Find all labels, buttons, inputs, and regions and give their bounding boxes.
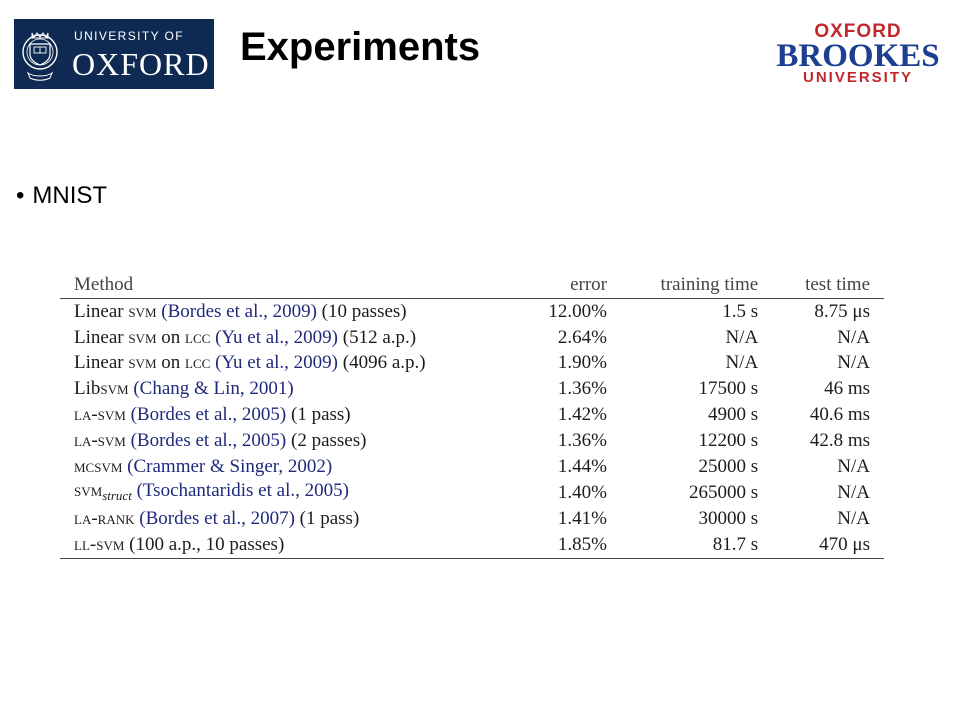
table-row bbox=[60, 532, 884, 558]
table-row bbox=[60, 454, 884, 480]
training-time-cell: N/A bbox=[725, 352, 759, 374]
method-cite: (Bordes et al., 2009) bbox=[161, 300, 317, 322]
test-time-cell: N/A bbox=[837, 455, 870, 477]
method-cell bbox=[60, 507, 517, 533]
method-m2: svm bbox=[128, 352, 157, 374]
test-time-cell: N/A bbox=[837, 482, 870, 504]
method-m2: la-svm bbox=[74, 404, 126, 426]
training-time-cell: 17500 s bbox=[698, 378, 759, 400]
bullet-item bbox=[16, 181, 107, 211]
training-time-cell: 4900 s bbox=[708, 404, 759, 426]
method-cite: (Crammer & Singer, 2002) bbox=[127, 455, 333, 477]
table-row bbox=[60, 325, 884, 351]
method-cell bbox=[60, 428, 517, 454]
method-m3: on bbox=[161, 352, 181, 374]
method-m4: lcc bbox=[185, 326, 211, 348]
column-header-method: Method bbox=[74, 274, 134, 295]
method-subscript: struct bbox=[102, 487, 132, 503]
method-extra: (1 pass) bbox=[299, 508, 360, 530]
test-time-cell: N/A bbox=[837, 326, 870, 348]
test-time-cell: 8.75 μs bbox=[814, 300, 870, 322]
method-cell bbox=[60, 325, 517, 351]
bullet-text: MNIST bbox=[32, 182, 108, 209]
method-m1: Linear bbox=[74, 326, 124, 348]
error-cell: 12.00% bbox=[548, 300, 607, 322]
method-cite: (Bordes et al., 2005) bbox=[130, 404, 287, 426]
table-body bbox=[60, 299, 884, 559]
method-m2: svm bbox=[100, 378, 129, 400]
method-m2: svm bbox=[128, 326, 157, 348]
test-time-cell: N/A bbox=[837, 352, 870, 374]
brookes-logo-line3: UNIVERSITY bbox=[802, 69, 913, 86]
method-extra: (10 passes) bbox=[321, 300, 407, 322]
table-row bbox=[60, 428, 884, 454]
method-cell bbox=[60, 351, 517, 377]
method-cell bbox=[60, 480, 517, 507]
table-header-row bbox=[60, 272, 884, 299]
error-cell: 1.41% bbox=[557, 508, 607, 530]
table-row bbox=[60, 351, 884, 377]
error-cell: 1.42% bbox=[557, 404, 607, 426]
error-cell: 1.85% bbox=[557, 534, 607, 556]
training-time-cell: 81.7 s bbox=[712, 534, 759, 556]
table-row bbox=[60, 299, 884, 325]
method-extra: (512 a.p.) bbox=[342, 326, 417, 348]
column-header-error: error bbox=[570, 274, 607, 295]
error-cell: 1.40% bbox=[557, 482, 607, 504]
method-m2: la-svm bbox=[74, 429, 126, 451]
method-cell bbox=[60, 299, 517, 325]
method-m3: on bbox=[161, 326, 181, 348]
results-table bbox=[60, 272, 884, 559]
method-cell bbox=[60, 454, 517, 480]
test-time-cell: 42.8 ms bbox=[809, 429, 870, 451]
method-m2: mcsvm bbox=[74, 455, 123, 477]
method-m2: ll-svm bbox=[74, 534, 125, 556]
method-cite: (Bordes et al., 2007) bbox=[139, 508, 295, 530]
test-time-cell: N/A bbox=[837, 508, 870, 530]
method-m2: svm bbox=[74, 479, 103, 501]
training-time-cell: 12200 s bbox=[698, 429, 759, 451]
method-cite: (Yu et al., 2009) bbox=[215, 352, 339, 374]
method-cite: (Yu et al., 2009) bbox=[215, 326, 339, 348]
table-row bbox=[60, 507, 884, 533]
oxford-university-logo bbox=[14, 19, 214, 89]
method-extra: (4096 a.p.) bbox=[342, 352, 426, 374]
oxford-logo-line2: OXFORD bbox=[72, 46, 210, 82]
method-cite: (Chang & Lin, 2001) bbox=[133, 378, 294, 400]
oxford-logo-line1: UNIVERSITY OF bbox=[74, 29, 184, 43]
brookes-logo-line2: BROOKES bbox=[776, 38, 940, 74]
test-time-cell: 40.6 ms bbox=[809, 404, 870, 426]
error-cell: 1.90% bbox=[557, 352, 607, 374]
brookes-logo-line1: OXFORD bbox=[814, 21, 902, 42]
test-time-cell: 46 ms bbox=[824, 378, 870, 400]
error-cell: 1.44% bbox=[557, 455, 607, 477]
test-time-cell: 470 μs bbox=[819, 534, 870, 556]
training-time-cell: 265000 s bbox=[689, 482, 759, 504]
method-extra: (100 a.p., 10 passes) bbox=[129, 534, 285, 556]
column-header-training-time: training time bbox=[660, 274, 759, 295]
oxford-crest-icon bbox=[20, 25, 60, 83]
error-cell: 1.36% bbox=[557, 429, 607, 451]
method-m4: lcc bbox=[185, 352, 211, 374]
table-row bbox=[60, 376, 884, 402]
training-time-cell: N/A bbox=[725, 326, 759, 348]
method-m1: Linear bbox=[74, 300, 124, 322]
method-m1: Linear bbox=[74, 352, 124, 374]
error-cell: 1.36% bbox=[557, 378, 607, 400]
method-cite: (Bordes et al., 2005) bbox=[130, 429, 287, 451]
method-m1: Lib bbox=[74, 378, 101, 400]
table-row bbox=[60, 402, 884, 428]
column-header-test-time: test time bbox=[805, 274, 870, 295]
method-subscript-wrapper bbox=[102, 483, 132, 503]
method-cell bbox=[60, 402, 517, 428]
method-m2: svm bbox=[128, 300, 157, 322]
oxford-brookes-logo bbox=[766, 22, 950, 88]
method-cell bbox=[60, 376, 517, 402]
training-time-cell: 30000 s bbox=[698, 508, 759, 530]
training-time-cell: 1.5 s bbox=[722, 300, 759, 322]
method-extra: (1 pass) bbox=[291, 404, 351, 426]
error-cell: 2.64% bbox=[557, 326, 607, 348]
method-cite: (Tsochantaridis et al., 2005) bbox=[136, 479, 349, 501]
training-time-cell: 25000 s bbox=[698, 455, 759, 477]
table-row bbox=[60, 480, 884, 507]
method-extra: (2 passes) bbox=[291, 429, 367, 451]
slide-title: Experiments bbox=[240, 25, 481, 69]
method-cell bbox=[60, 532, 517, 558]
bullet-marker: • bbox=[16, 182, 25, 209]
method-m2: la-rank bbox=[74, 508, 135, 530]
